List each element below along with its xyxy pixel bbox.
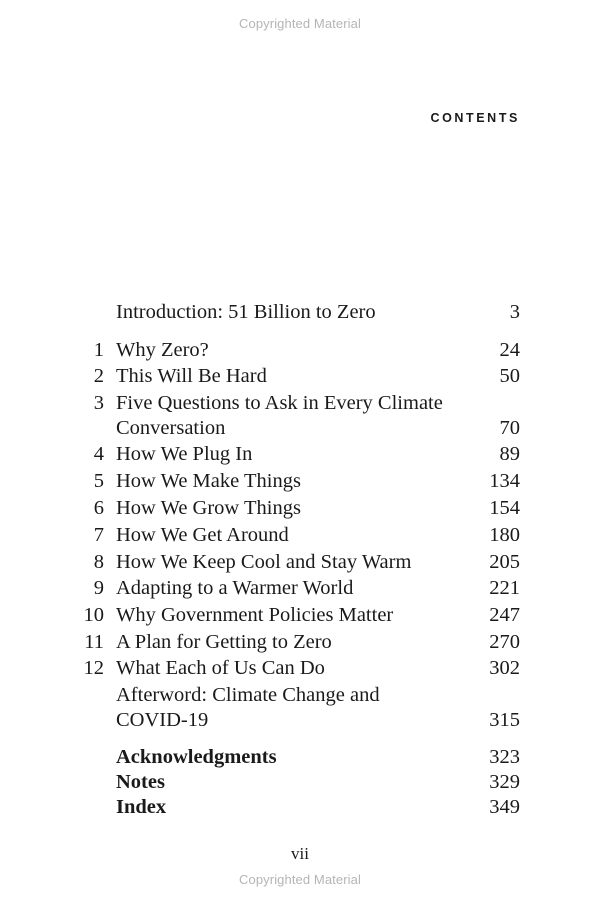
toc-entry-page: 50 [499,365,520,387]
contents-heading: CONTENTS [430,111,520,125]
toc-entry-title: How We Get Around [116,524,289,546]
toc-entry-title: How We Make Things [116,470,301,492]
toc-entry-index[interactable] [0,794,600,820]
toc-entry-title-line-1: Afterword: Climate Change and [116,684,380,706]
toc-entry-page: 302 [489,657,520,679]
toc-entry-afterword-continued[interactable] [0,707,600,733]
toc-entry-number: 9 [93,577,104,599]
toc-entry-chapter-3-continued[interactable] [0,415,600,441]
toc-entry-page: 134 [489,470,520,492]
toc-entry-introduction[interactable] [0,299,600,325]
toc-entry-page: 221 [489,577,520,599]
toc-entry-chapter-1[interactable] [0,337,600,363]
toc-entry-page: 89 [499,443,520,465]
toc-entry-number: 1 [93,339,104,361]
toc-entry-title: Why Government Policies Matter [116,604,394,626]
toc-entry-title: Notes [116,771,165,793]
toc-entry-chapter-7[interactable] [0,522,600,548]
toc-entry-notes[interactable] [0,769,600,795]
toc-entry-title: How We Plug In [116,443,253,465]
toc-entry-chapter-10[interactable] [0,602,600,628]
toc-entry-title: How We Grow Things [116,497,301,519]
toc-entry-number: 5 [93,470,104,492]
toc-entry-chapter-4[interactable] [0,441,600,467]
toc-entry-page: 349 [489,796,520,818]
toc-entry-number: 2 [93,365,104,387]
toc-entry-title: Index [116,796,167,818]
toc-entry-page: 315 [489,709,520,731]
toc-entry-page: 329 [489,771,520,793]
toc-entry-number: 6 [93,497,104,519]
toc-entry-chapter-2[interactable] [0,363,600,389]
toc-entry-page: 270 [489,631,520,653]
toc-entry-page: 247 [489,604,520,626]
toc-entry-title: How We Keep Cool and Stay Warm [116,551,412,573]
toc-entry-number: 12 [83,657,104,679]
toc-entry-title: Acknowledgments [116,746,277,768]
toc-entry-number: 3 [93,392,104,414]
toc-entry-title: Adapting to a Warmer World [116,577,354,599]
toc-entry-title: A Plan for Getting to Zero [116,631,332,653]
toc-entry-title: This Will Be Hard [116,365,267,387]
toc-entry-title: Why Zero? [116,339,209,361]
toc-entry-chapter-9[interactable] [0,575,600,601]
toc-entry-page: 323 [489,746,520,768]
toc-entry-page: 24 [499,339,520,361]
toc-entry-number: 10 [83,604,104,626]
toc-entry-page: 70 [499,417,520,439]
copyright-watermark-top: Copyrighted Material [239,16,361,31]
toc-entry-title-line-1: Five Questions to Ask in Every Climate [116,392,443,414]
copyright-watermark-bottom: Copyrighted Material [239,872,361,887]
toc-entry-page: 154 [489,497,520,519]
toc-entry-chapter-8[interactable] [0,549,600,575]
toc-entry-title-line-2: Conversation [116,417,226,439]
toc-entry-page: 3 [509,301,520,323]
toc-entry-page: 180 [489,524,520,546]
toc-entry-page: 205 [489,551,520,573]
toc-entry-number: 11 [84,631,104,653]
toc-entry-acknowledgments[interactable] [0,744,600,770]
toc-entry-chapter-5[interactable] [0,468,600,494]
toc-entry-title: What Each of Us Can Do [116,657,325,679]
toc-entry-chapter-3[interactable] [0,390,600,416]
page-number: vii [291,844,309,863]
toc-entry-chapter-12[interactable] [0,655,600,681]
toc-entry-number: 7 [93,524,104,546]
toc-entry-title: Introduction: 51 Billion to Zero [116,301,376,323]
toc-entry-afterword[interactable] [0,682,600,708]
toc-entry-number: 4 [93,443,104,465]
toc-entry-chapter-11[interactable] [0,629,600,655]
toc-entry-chapter-6[interactable] [0,495,600,521]
toc-entry-title-line-2: COVID-19 [116,709,209,731]
toc-entry-number: 8 [93,551,104,573]
